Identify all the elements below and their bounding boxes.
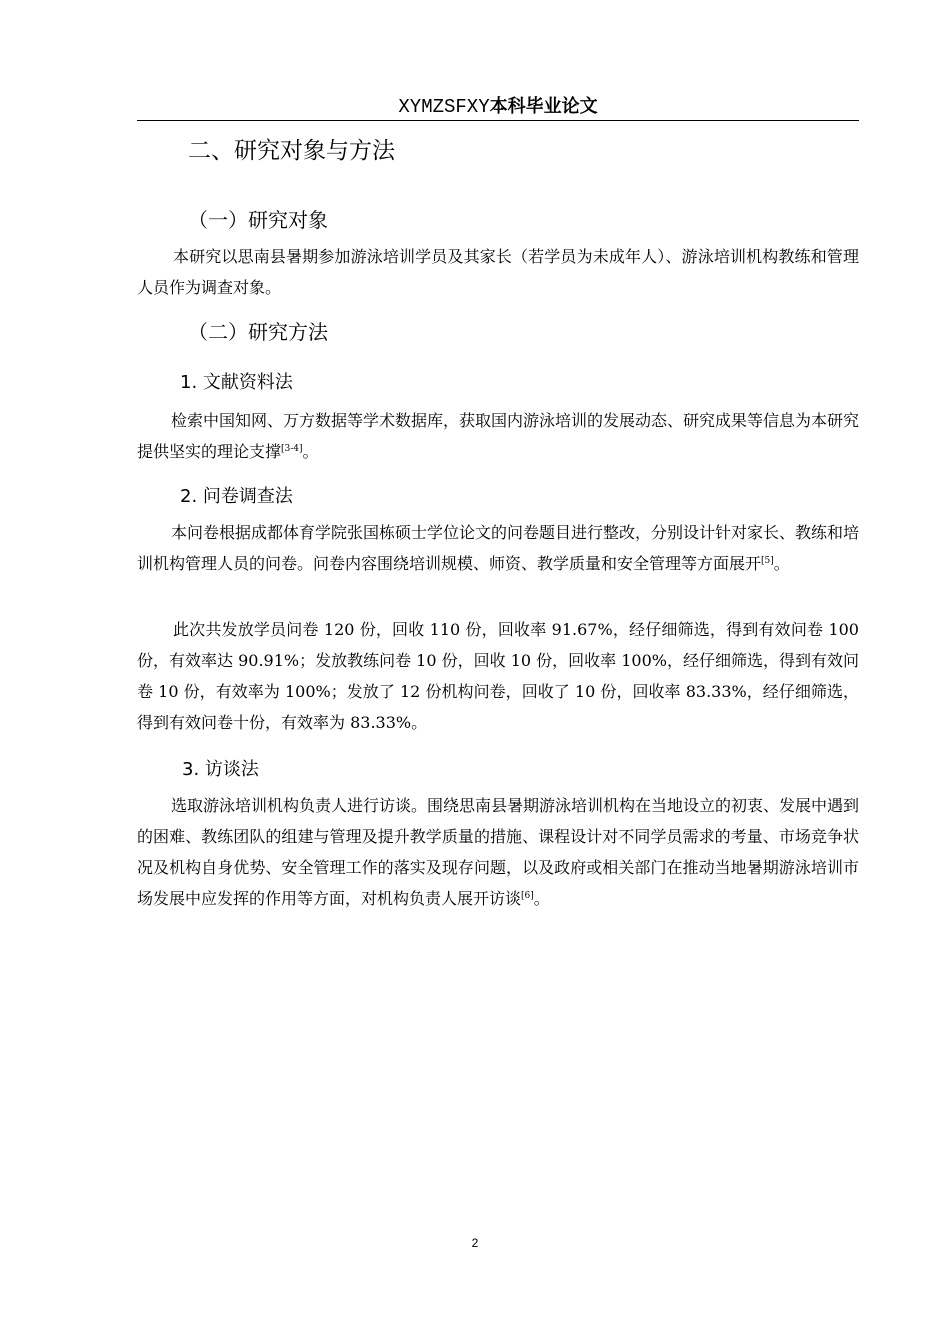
method-literature-title: 1. 文献资料法 [180,372,293,393]
citation-3-4: [3-4] [281,444,303,454]
method-interview-title: 3. 访谈法 [182,759,259,780]
literature-text: 检索中国知网、万方数据等学术数据库，获取国内游泳培训的发展动态、研究成果等信息为本研究提供坚实的理论支撑 [137,411,860,461]
page-number: 2 [471,1236,479,1250]
subsection-research-object-title: （一）研究对象 [188,208,328,232]
section-title: 二、研究对象与方法 [188,138,395,164]
questionnaire-text-1: 本问卷根据成都体育学院张国栋硕士学位论文的问卷题目进行整改，分别设计针对家长、教练和培训机构管理人员的问卷。问卷内容围绕培训规模、师资、教学质量和安全管理等方面展开 [137,523,860,573]
method-questionnaire-title: 2. 问卷调查法 [180,486,293,507]
research-object-paragraph: 本研究以思南县暑期参加游泳培训学员及其家长（若学员为未成年人）、游泳培训机构教练和管理人员作为调查对象。 [137,247,859,297]
interview-text: 选取游泳培训机构负责人进行访谈。围绕思南县暑期游泳培训机构在当地设立的初衷、发展中遇到的困难、教练团队的组建与管理及提升教学质量的措施、课程设计对不同学员需求的考量、市场竞争状况及机构自身优势、安全管理工作的落实及现存问题，以及政府或相关部门在推动当地暑期游泳培训市场发展中应发挥的作用等方面，对机构负责人展开访谈 [137,796,860,908]
interview-end: 。 [533,889,550,908]
questionnaire-paragraph-2: 此次共发放学员问卷 120 份，回收 110 份，回收率 91.67%，经仔细筛选，得到有效问卷 100 份，有效率达 90.91%；发放教练问卷 10 份，回收 10 份，回收率 100%，经仔细筛选，得到有效问卷 10 份，有效率为 100%；发放了 12 份机构问卷，回收了 10 份，回收率 83.33%，经仔细筛选，得到有效问卷十份，有效率为 83.33%。 [137,620,859,732]
questionnaire-paragraph-1 [137,517,859,579]
citation-6: [6] [521,891,534,901]
page-header [137,92,859,121]
literature-paragraph [137,405,859,467]
header-latin: XYMZSFXY [398,96,490,118]
literature-end: 。 [302,442,319,461]
header-title: 本科毕业论文 [489,96,598,117]
subsection-research-method-title: （二）研究方法 [188,320,328,344]
interview-paragraph [137,790,859,914]
questionnaire-end-1: 。 [773,554,790,573]
citation-5: [5] [761,556,774,566]
